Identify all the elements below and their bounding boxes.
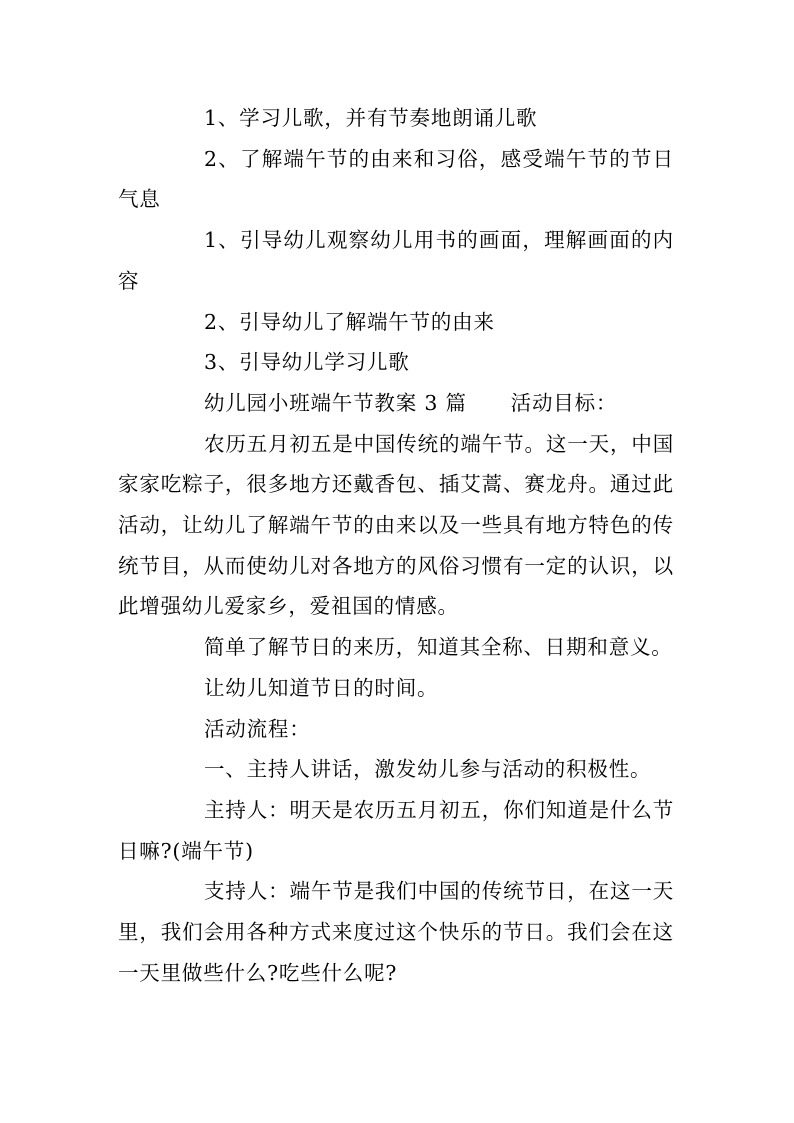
paragraph: 1、引导幼儿观察幼儿用书的画面，理解画面的内容 — [118, 228, 674, 293]
paragraph: 农历五月初五是中国传统的端午节。这一天，中国家家吃粽子，很多地方还戴香包、插艾蒿、赛龙舟。通过此活动，让幼儿了解端午节的由来以及一些具有地方特色的传统节目，从而使幼儿对各地方的风俗习惯有一定的认识，以此增强幼儿爱家乡，爱祖国的情感。 — [118, 431, 674, 619]
paragraph: 主持人：明天是农历五月初五，你们知道是什么节日嘛?(端午节) — [118, 797, 674, 863]
paragraph: 活动流程： — [204, 716, 311, 741]
paragraph: 让幼儿知道节日的时间。 — [204, 675, 439, 700]
paragraph: 2、引导幼儿了解端午节的由来 — [204, 309, 495, 334]
paragraph: 1、学习儿歌，并有节奏地朗诵儿歌 — [204, 106, 538, 130]
paragraph: 一、主持人讲话，激发幼儿参与活动的积极性。 — [204, 757, 652, 782]
paragraph: 支持人：端午节是我们中国的传统节日，在这一天里，我们会用各种方式来度过这个快乐的节日。我们会在这一天里做些什么?吃些什么呢? — [118, 879, 674, 985]
paragraph: 简单了解节日的来历，知道其全称、日期和意义。 — [204, 635, 673, 660]
document-body — [118, 98, 674, 993]
paragraph: 2、了解端午节的由来和习俗，感受端午节的节日气息 — [118, 146, 674, 212]
section-heading: 幼儿园小班端午节教案 3 篇 活动目标： — [204, 390, 618, 415]
paragraph: 3、引导幼儿学习儿歌 — [204, 350, 410, 375]
